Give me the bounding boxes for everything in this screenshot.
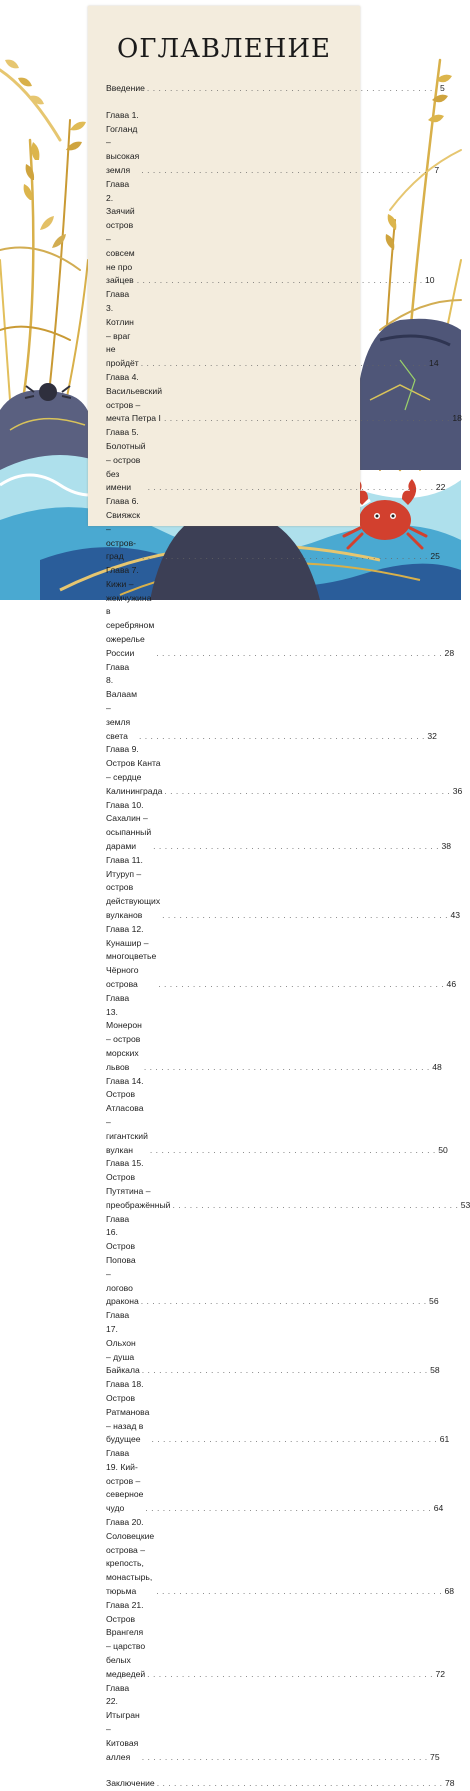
toc-entry-title: Глава 10. Сахалин – осыпанный дарами — [106, 799, 152, 852]
toc-leader-dots: . . . . . . . . . . . . . . . . . . . . . . . . . . . . . . . . . . . . . . . . . . . . . . . . . . — [146, 83, 433, 93]
toc-entry-title: Глава 14. Остров Атласова – гигантский вулкан — [106, 1075, 148, 1155]
toc-entry-title: Глава 9. Остров Канта – сердце Калининграда — [106, 744, 163, 796]
toc-entry — [106, 82, 445, 96]
toc-entry-title: Глава 17. Ольхон – душа Байкала — [106, 1310, 140, 1376]
toc-entry-page: 43 — [450, 910, 460, 921]
toc-entry-title: Глава 21. Остров Врангеля – царство белых медведей — [106, 1599, 146, 1679]
toc-entry-title: Глава 13. Монерон – остров морских львов — [106, 992, 142, 1072]
toc-entry-page: 64 — [433, 1503, 444, 1514]
toc-spacer — [106, 96, 346, 109]
toc-entry — [106, 1157, 470, 1212]
toc-leader-dots: . . . . . . . . . . . . . . . . . . . . . . . . . . . . . . . . . . . . . . . . . . . . . . . . . . — [158, 979, 445, 989]
toc-entry-page: 68 — [444, 1586, 455, 1597]
toc-entry-page: 75 — [430, 1751, 440, 1762]
toc-entry — [106, 564, 455, 661]
toc-entry — [106, 495, 440, 564]
toc-entry-page: 48 — [432, 1061, 442, 1072]
toc-entry-title: Глава 15. Остров Путятина – преображённый — [106, 1158, 171, 1210]
toc-leader-dots: . . . . . . . . . . . . . . . . . . . . . . . . . . . . . . . . . . . . . . . . . . . . . . . . . . — [156, 647, 443, 658]
toc-entry-title: Глава 18. Остров Ратманова – назад в будущее — [106, 1379, 150, 1445]
toc-entry-page: 22 — [435, 482, 446, 493]
toc-entry-title: Глава 8. Валаам – земля света — [106, 661, 137, 741]
toc-entry-page: 53 — [460, 1199, 470, 1210]
toc-entry-page: 14 — [429, 358, 439, 369]
toc-leader-dots: . . . . . . . . . . . . . . . . . . . . . . . . . . . . . . . . . . . . . . . . . . . . . . . . . . — [142, 551, 428, 562]
toc-entry — [106, 288, 439, 371]
toc-entry-page: 56 — [429, 1296, 439, 1307]
toc-entry-title: Глава 19. Кий-остров – северное чудо — [106, 1448, 144, 1514]
toc-entry — [106, 923, 457, 992]
toc-entry — [106, 992, 442, 1075]
toc-entry — [106, 1777, 455, 1791]
toc-leader-dots: . . . . . . . . . . . . . . . . . . . . . . . . . . . . . . . . . . . . . . . . . . . . . . . . . . — [143, 1061, 430, 1072]
toc-leader-dots: . . . . . . . . . . . . . . . . . . . . . . . . . . . . . . . . . . . . . . . . . . . . . . . . . . — [156, 1778, 443, 1789]
toc-entry — [106, 1213, 439, 1310]
toc-leader-dots: . . . . . . . . . . . . . . . . . . . . . . . . . . . . . . . . . . . . . . . . . . . . . . . . . . — [162, 910, 448, 921]
toc-entry-page: 78 — [445, 1778, 455, 1789]
toc-entry-title: Заключение — [106, 1778, 155, 1789]
toc-leader-dots: . . . . . . . . . . . . . . . . . . . . . . . . . . . . . . . . . . . . . . . . . . . . . . . . . . — [145, 1503, 432, 1514]
toc-entry — [106, 661, 437, 744]
toc-entry — [106, 743, 463, 798]
toc-entry-page: 38 — [441, 841, 452, 852]
toc-entry-title: Глава 5. Болотный – остров без имени — [106, 427, 146, 493]
page-title: ОГЛАВЛЕНИЕ — [116, 34, 332, 64]
toc-entry-page: 18 — [452, 413, 462, 424]
toc-leader-dots: . . . . . . . . . . . . . . . . . . . . . . . . . . . . . . . . . . . . . . . . . . . . . . . . . . — [140, 1296, 427, 1307]
toc-leader-dots: . . . . . . . . . . . . . . . . . . . . . . . . . . . . . . . . . . . . . . . . . . . . . . . . . . — [141, 1751, 428, 1762]
toc-entry-title: Глава 6. Свияжск – остров-град — [106, 496, 141, 562]
toc-entry-title: Глава 2. Заячий остров – совсем не про зайцев — [106, 178, 135, 286]
toc-entry-page: 58 — [430, 1365, 440, 1376]
toc-entry — [106, 109, 440, 178]
toc-entry-title: Глава 4. Васильевский остров – мечта Петра I — [106, 371, 163, 424]
toc-spacer — [106, 1764, 346, 1777]
toc-entry-title: Глава 7. Кижи – жемчужина в серебряном ожерелье России — [106, 565, 155, 658]
toc-leader-dots: . . . . . . . . . . . . . . . . . . . . . . . . . . . . . . . . . . . . . . . . . . . . . . . . . . — [164, 413, 450, 424]
toc-entry-page: 5 — [440, 83, 445, 93]
toc-entry-page: 10 — [425, 275, 435, 286]
toc-entry — [106, 1309, 440, 1378]
toc-entry-title: Глава 1. Гогланд – высокая земля — [106, 109, 140, 175]
toc-leader-dots: . . . . . . . . . . . . . . . . . . . . . . . . . . . . . . . . . . . . . . . . . . . . . . . . . . — [164, 785, 451, 796]
toc-leader-dots: . . . . . . . . . . . . . . . . . . . . . . . . . . . . . . . . . . . . . . . . . . . . . . . . . . — [156, 1586, 443, 1597]
toc-entry-title: Глава 11. Итуруп – остров действующих вулканов — [106, 854, 161, 921]
toc-entry-title: Глава 12. Кунашир – многоцветье Чёрного острова — [106, 923, 157, 989]
toc-leader-dots: . . . . . . . . . . . . . . . . . . . . . . . . . . . . . . . . . . . . . . . . . . . . . . . . . . — [151, 1434, 438, 1445]
grass-left-illustration — [0, 60, 88, 430]
toc-entry-page: 72 — [435, 1668, 446, 1679]
toc-entry-title: Глава 16. Остров Попова – логово дракона — [106, 1213, 139, 1307]
toc-entry — [106, 1378, 450, 1447]
toc-entry — [106, 1599, 446, 1682]
toc-entry-page: 25 — [430, 551, 440, 562]
toc-leader-dots: . . . . . . . . . . . . . . . . . . . . . . . . . . . . . . . . . . . . . . . . . . . . . . . . . . — [136, 275, 423, 286]
toc-leader-dots: . . . . . . . . . . . . . . . . . . . . . . . . . . . . . . . . . . . . . . . . . . . . . . . . . . — [172, 1199, 459, 1210]
toc-leader-dots: . . . . . . . . . . . . . . . . . . . . . . . . . . . . . . . . . . . . . . . . . . . . . . . . . . — [147, 1668, 434, 1679]
toc-leader-dots: . . . . . . . . . . . . . . . . . . . . . . . . . . . . . . . . . . . . . . . . . . . . . . . . . . — [139, 730, 425, 741]
toc-entry — [106, 1682, 440, 1765]
toc-leader-dots: . . . . . . . . . . . . . . . . . . . . . . . . . . . . . . . . . . . . . . . . . . . . . . . . . . — [153, 841, 440, 852]
toc-entry-page: 61 — [439, 1434, 450, 1445]
toc-entry-title: Глава 3. Котлин – враг не пройдёт — [106, 289, 139, 369]
toc-entry-page: 36 — [452, 785, 463, 796]
toc-entry — [106, 426, 446, 495]
table-of-contents — [106, 82, 470, 1791]
toc-entry — [106, 799, 452, 854]
toc-leader-dots: . . . . . . . . . . . . . . . . . . . . . . . . . . . . . . . . . . . . . . . . . . . . . . . . . . — [149, 1144, 436, 1155]
toc-entry-page: 50 — [438, 1144, 448, 1155]
toc-entry — [106, 854, 460, 923]
toc-entry-page: 32 — [427, 730, 437, 741]
toc-entry-title: Глава 20. Соловецкие острова – крепость, монастырь, тюрьма — [106, 1517, 155, 1597]
toc-entry-title: Введение — [106, 83, 145, 93]
toc-entry-page: 46 — [446, 979, 457, 989]
toc-entry-page: 7 — [434, 164, 440, 175]
toc-leader-dots: . . . . . . . . . . . . . . . . . . . . . . . . . . . . . . . . . . . . . . . . . . . . . . . . . . — [141, 164, 428, 175]
toc-entry — [106, 1075, 448, 1158]
toc-leader-dots: . . . . . . . . . . . . . . . . . . . . . . . . . . . . . . . . . . . . . . . . . . . . . . . . . . — [141, 1365, 428, 1376]
toc-entry — [106, 1447, 444, 1516]
toc-entry-title: Глава 22. Итыгран – Китовая аллея — [106, 1682, 140, 1762]
toc-entry — [106, 1516, 455, 1599]
toc-leader-dots: . . . . . . . . . . . . . . . . . . . . . . . . . . . . . . . . . . . . . . . . . . . . . . . . . . — [147, 482, 434, 493]
toc-entry-page: 28 — [444, 647, 455, 658]
toc-entry — [106, 371, 462, 426]
rock-right-illustration — [350, 319, 461, 470]
toc-entry — [106, 178, 435, 288]
toc-leader-dots: . . . . . . . . . . . . . . . . . . . . . . . . . . . . . . . . . . . . . . . . . . . . . . . . . . — [140, 358, 427, 369]
